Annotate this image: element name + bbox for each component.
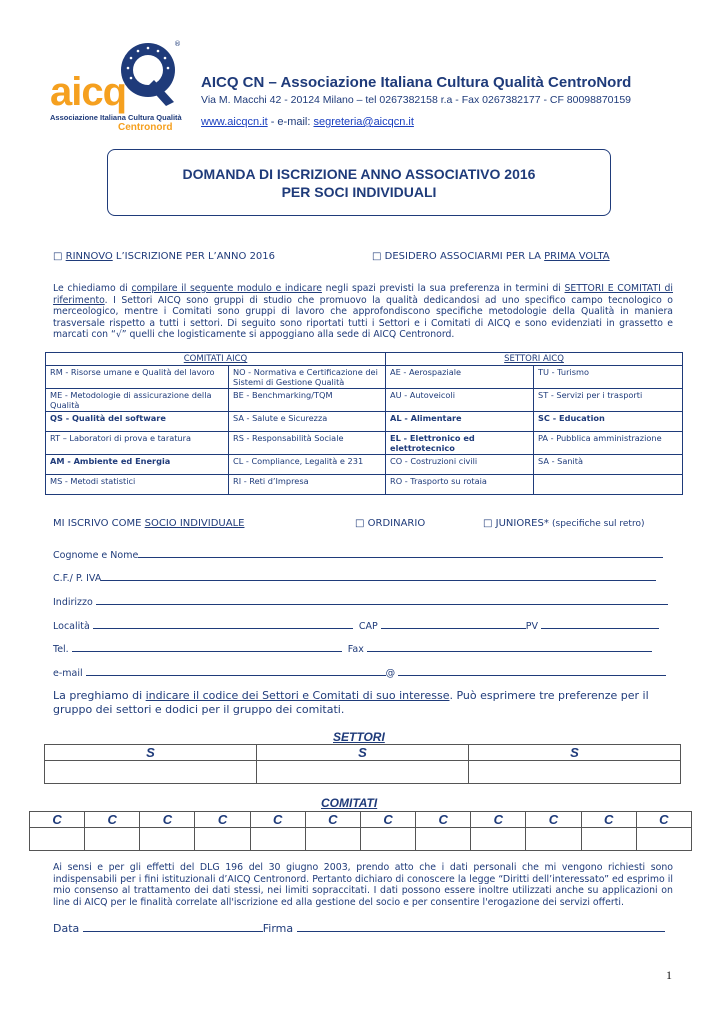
firma-label: Firma	[262, 922, 294, 935]
cognome-row	[53, 548, 663, 561]
juniores-star: *	[543, 518, 549, 529]
comitato-cell: RM - Risorse umane e Qualità del lavoro	[46, 366, 229, 389]
settore-cell: TU - Turismo	[534, 366, 683, 389]
cognome-label: Cognome e Nome	[53, 550, 139, 561]
comitati-input-8[interactable]	[416, 828, 471, 851]
checkbox-icon[interactable]: □	[355, 518, 365, 529]
email-row	[53, 666, 666, 679]
logo-text: aicq	[50, 70, 127, 114]
indirizzo-label: Indirizzo	[53, 597, 93, 608]
membership-type: SOCIO INDIVIDUALE	[144, 518, 245, 529]
fax-label: Fax	[347, 644, 364, 655]
juniores-label: JUNIORES	[495, 518, 544, 529]
new-member-text: DESIDERO ASSOCIARMI PER LA	[381, 251, 545, 262]
comitato-cell: BE - Benchmarking/TQM	[229, 389, 386, 412]
table-row	[46, 475, 683, 495]
intro-text-1: Le chiediamo di	[53, 283, 132, 294]
settore-cell: AE - Aerospaziale	[386, 366, 534, 389]
comitato-cell: CL - Compliance, Legalità e 231	[229, 455, 386, 475]
settore-cell: SA - Sanità	[534, 455, 683, 475]
firma-field[interactable]	[297, 921, 665, 932]
localita-label: Località	[53, 621, 90, 632]
new-member-option[interactable]	[372, 251, 610, 262]
comitati-cell-label: C	[85, 812, 140, 828]
prefs-emph: indicare il codice dei Settori e Comitati di suo interesse	[145, 689, 450, 702]
intro-paragraph	[53, 283, 673, 341]
email-label: e-mail	[53, 668, 83, 679]
membership-lead: MI ISCRIVO COME	[53, 518, 145, 529]
comitato-cell: SA - Salute e Sicurezza	[229, 412, 386, 432]
comitati-cell-label: C	[250, 812, 305, 828]
comitati-input-1[interactable]	[30, 828, 85, 851]
table-header-row	[46, 353, 683, 366]
juniores-option[interactable]	[483, 518, 644, 529]
comitato-cell: MS - Metodi statistici	[46, 475, 229, 495]
comitato-cell: NO - Normativa e Certificazione dei Sistemi di Gestione Qualità	[229, 366, 386, 389]
settori-cell-label: S	[469, 745, 681, 761]
comitati-input-row	[30, 828, 692, 851]
checkbox-icon[interactable]: □	[372, 251, 382, 262]
fax-field[interactable]	[367, 642, 652, 652]
indirizzo-field[interactable]	[96, 595, 668, 605]
prefs-text-2: . Può esprimere tre preferenze per il gruppo dei settori e dodici per il gruppo dei comitati.	[53, 689, 649, 716]
renewal-text: L’ISCRIZIONE PER L’ANNO 2016	[112, 251, 276, 262]
settori-input-row	[45, 761, 681, 784]
settori-input-1[interactable]	[45, 761, 257, 784]
settore-cell: CO - Costruzioni civili	[386, 455, 534, 475]
form-title-line2: PER SOCI INDIVIDUALI	[281, 184, 437, 200]
settori-title: SETTORI	[333, 730, 385, 744]
localita-field[interactable]	[93, 619, 353, 629]
comitato-cell: RT – Laboratori di prova e taratura	[46, 432, 229, 455]
indirizzo-row	[53, 595, 668, 608]
preferences-paragraph	[53, 689, 673, 717]
comitati-header-row	[30, 812, 692, 828]
comitati-header: COMITATI AICQ	[46, 353, 386, 366]
table-row	[46, 412, 683, 432]
comitato-cell: ME - Metodologie di assicurazione della Qualità	[46, 389, 229, 412]
ordinario-label: ORDINARIO	[367, 518, 426, 529]
comitati-title: COMITATI	[321, 796, 378, 810]
settore-cell: SC - Education	[534, 412, 683, 432]
tel-label: Tel.	[53, 644, 69, 655]
comitati-cell-label: C	[471, 812, 526, 828]
table-row	[46, 366, 683, 389]
ordinario-option[interactable]	[355, 518, 425, 529]
comitati-input-9[interactable]	[471, 828, 526, 851]
email-prefix: - e-mail:	[267, 116, 314, 128]
form-title-line1: DOMANDA DI ISCRIZIONE ANNO ASSOCIATIVO 2016	[182, 166, 536, 182]
cap-field[interactable]	[381, 619, 526, 629]
privacy-paragraph: Ai sensi e per gli effetti del DLG 196 del 30 giugno 2003, prendo atto che i dati personali che mi vengono richiesti sono indispensabili per i fini istituzionali d’AICQ Centronord. Pertanto dichiaro di conoscere la legge “Diritti dell’interessato” ed esprimo il mio consenso al trattamento dei dati stessi, nei limiti sopraccitati. I dati possono essere inoltre utilizzati anche su applicazioni on line di AICQ per le finalità correlate all'iscrizione ed alla gestione del socio e per consentire l'erogazione dei servizi offerti.	[53, 862, 673, 908]
comitati-cell-label: C	[140, 812, 195, 828]
comitati-input-2[interactable]	[85, 828, 140, 851]
comitati-input-5[interactable]	[250, 828, 305, 851]
email-user-field[interactable]	[86, 666, 386, 676]
settore-cell: AU - Autoveicoli	[386, 389, 534, 412]
checkbox-icon[interactable]: □	[53, 251, 63, 262]
org-links	[201, 116, 414, 128]
table-row	[46, 455, 683, 475]
juniores-note: (specifiche sul retro)	[552, 519, 645, 529]
comitati-input-4[interactable]	[195, 828, 250, 851]
prefs-text-1: La preghiamo di	[53, 689, 146, 702]
settore-cell: EL - Elettronico ed elettrotecnico	[386, 432, 534, 455]
logo	[48, 40, 188, 135]
settori-input-2[interactable]	[257, 761, 469, 784]
email-link[interactable]: segreteria@aicqcn.it	[313, 116, 414, 128]
comitati-input-11[interactable]	[581, 828, 636, 851]
settori-header-row	[45, 745, 681, 761]
comitati-cell-label: C	[581, 812, 636, 828]
comitati-cell-label: C	[30, 812, 85, 828]
settori-table	[44, 744, 681, 784]
comitati-cell-label: C	[636, 812, 691, 828]
signature-row	[53, 921, 665, 935]
settori-input-3[interactable]	[469, 761, 681, 784]
checkbox-icon[interactable]: □	[483, 518, 493, 529]
logo-subtitle: Associazione Italiana Cultura Qualità	[50, 113, 182, 122]
settore-cell	[534, 475, 683, 495]
renewal-word: RINNOVO	[65, 251, 113, 262]
comitati-cell-label: C	[195, 812, 250, 828]
comitato-cell: AM - Ambiente ed Energia	[46, 455, 229, 475]
comitati-input-12[interactable]	[636, 828, 691, 851]
comitato-cell: QS - Qualità del software	[46, 412, 229, 432]
intro-emph-2: SETTORI E COMITATI di riferimento	[53, 283, 673, 306]
page-number: 1	[666, 968, 672, 982]
settore-cell: ST - Servizi per i trasporti	[534, 389, 683, 412]
comitati-cell-label: C	[305, 812, 360, 828]
org-title: AICQ CN – Associazione Italiana Cultura Qualità CentroNord	[201, 74, 632, 91]
logo-q-icon	[118, 40, 182, 110]
comitati-input-6[interactable]	[305, 828, 360, 851]
comitati-input-7[interactable]	[360, 828, 415, 851]
settore-cell: PA - Pubblica amministrazione	[534, 432, 683, 455]
data-field[interactable]	[83, 921, 263, 932]
committees-sectors-table	[45, 352, 683, 495]
cf-row	[53, 571, 656, 584]
comitati-cell-label: C	[526, 812, 581, 828]
comitati-cell-label: C	[360, 812, 415, 828]
settore-cell: AL - Alimentare	[386, 412, 534, 432]
settori-cell-label: S	[45, 745, 257, 761]
comitati-input-10[interactable]	[526, 828, 581, 851]
website-link[interactable]: www.aicqcn.it	[201, 116, 268, 128]
comitati-table	[29, 811, 692, 851]
intro-text-2: negli spazi previsti la sua preferenza in termini di	[321, 283, 565, 294]
cf-field[interactable]	[101, 571, 656, 581]
logo-registered: ®	[174, 40, 181, 48]
cognome-field[interactable]	[138, 548, 663, 558]
new-member-emph: PRIMA VOLTA	[544, 251, 610, 262]
localita-row	[53, 619, 659, 632]
logo-centronord: Centronord	[118, 122, 173, 133]
comitato-cell: RS - Responsabilità Sociale	[229, 432, 386, 455]
comitati-cell-label: C	[416, 812, 471, 828]
settori-cell-label: S	[257, 745, 469, 761]
table-row	[46, 389, 683, 412]
table-row	[46, 432, 683, 455]
org-address: Via M. Macchi 42 - 20124 Milano – tel 0267382158 r.a - Fax 0267382177 - CF 80098870159	[201, 94, 632, 106]
cap-label: CAP	[358, 621, 378, 632]
renewal-option[interactable]	[53, 251, 275, 262]
cf-label: C.F./ P. IVA	[53, 573, 102, 584]
pv-label: PV	[525, 621, 539, 632]
comitato-cell: RI - Reti d’Impresa	[229, 475, 386, 495]
pv-field[interactable]	[541, 619, 659, 629]
intro-text-3: . I Settori AICQ sono gruppi di studio che promuovo la qualità dedicandosi ad uno specifico campo tecnologico o merceologico, mentre i Comitati sono gruppi di lavoro che approfondiscono specifiche metodologie della Qualità in maniera trasversale rispetto a tutti i settori. Di seguito sono riportati tutti i Settori e i Comitati di AICQ e sono evidenziati in grassetto e marcati con “√” quelli che logisticamente si appoggiano alla sede di AICQ Centronord.	[53, 294, 673, 340]
data-label: Data	[53, 922, 80, 935]
comitati-input-3[interactable]	[140, 828, 195, 851]
settore-cell: RO - Trasporto su rotaia	[386, 475, 534, 495]
settori-header: SETTORI AICQ	[386, 353, 683, 366]
email-domain-field[interactable]	[398, 666, 666, 676]
at-sign: @	[385, 668, 396, 679]
intro-emph-1: compilare il seguente modulo e indicare	[131, 283, 322, 294]
tel-row	[53, 642, 652, 655]
tel-field[interactable]	[72, 642, 342, 652]
form-title-box	[107, 149, 611, 216]
